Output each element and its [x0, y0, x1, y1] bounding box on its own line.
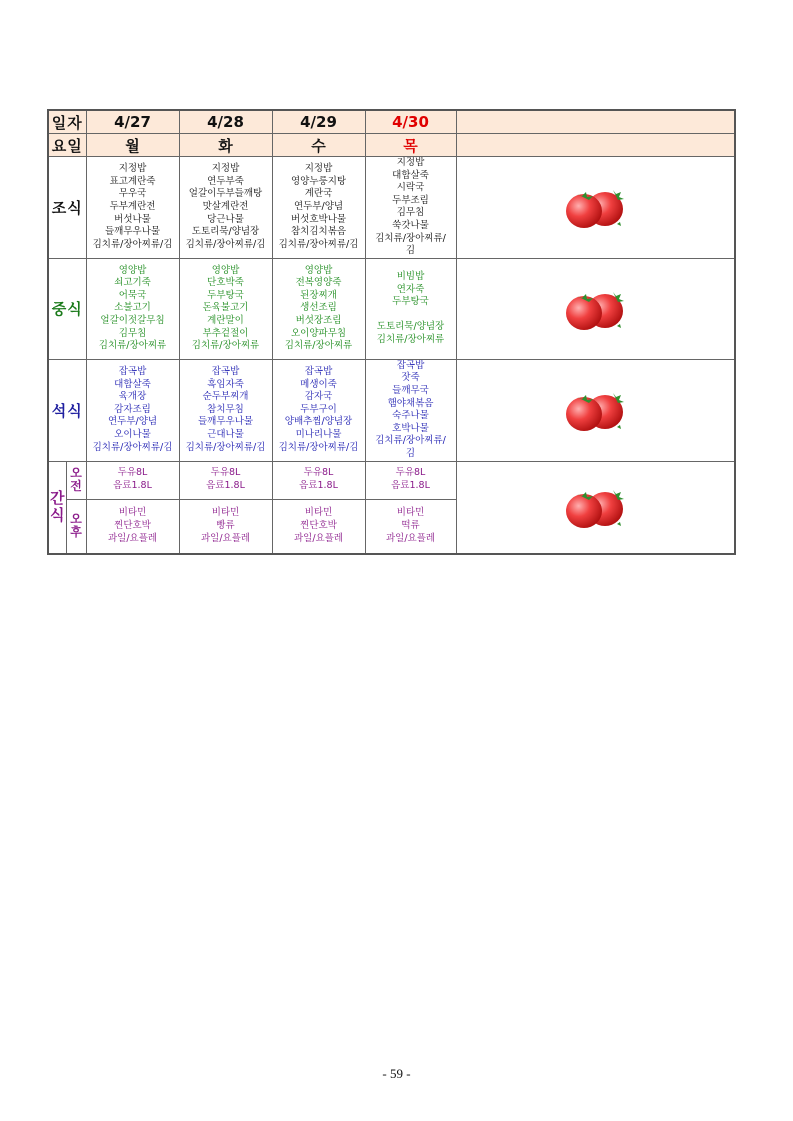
menu-cell	[86, 258, 179, 359]
menu-item: 육개장	[118, 391, 147, 403]
day-cell-holiday: 목	[365, 134, 456, 157]
menu-item: 참치무침	[207, 403, 244, 415]
menu-item: 오이나물	[114, 429, 151, 441]
menu-item: 김치류/장아찌류	[376, 333, 445, 345]
header-blank	[456, 134, 735, 157]
menu-item: 햄야채볶음	[387, 397, 434, 409]
menu-item: 김	[405, 447, 416, 459]
menu-item: 음료1.8L	[299, 480, 338, 491]
snack-label	[48, 461, 66, 554]
menu-item: 전복영양죽	[295, 277, 342, 289]
menu-item: 김치류/장아찌류/김	[92, 238, 173, 250]
menu-item: 쇠고기죽	[114, 277, 151, 289]
menu-item: 계란말이	[207, 315, 244, 327]
menu-item: 대합살죽	[114, 378, 151, 390]
menu-item: 떡류	[401, 519, 420, 531]
menu-item: 잡곡밥	[211, 366, 240, 378]
menu-item: 영양누룽지탕	[290, 175, 347, 187]
menu-item: 돈육불고기	[202, 302, 249, 314]
date-label: 일자	[48, 110, 86, 134]
menu-item: 쑥갓나물	[392, 219, 429, 231]
menu-item: 김치류/장아찌류/김	[185, 441, 266, 453]
date-cell: 4/28	[179, 110, 272, 134]
tomato-icon	[563, 484, 627, 530]
menu-item: 김무침	[118, 327, 147, 339]
menu-item: 비타민	[396, 507, 425, 519]
menu-item: 두유8L	[210, 467, 241, 479]
menu-item: 근대나물	[207, 429, 244, 441]
snack-am-row	[48, 461, 735, 499]
menu-item: 두부탕국	[207, 289, 244, 301]
menu-item: 김치류/장아찌류/김	[92, 441, 173, 453]
menu-item: 오이양파무침	[290, 327, 347, 339]
snack-cell	[86, 461, 179, 499]
menu-item: 김	[405, 245, 416, 257]
decoration-cell	[456, 359, 735, 461]
date-cell-holiday: 4/30	[365, 110, 456, 134]
snack-pm-char: 후	[70, 525, 82, 540]
menu-item: 두유8L	[395, 467, 426, 479]
menu-item: 김치류/장아찌류/김	[185, 238, 266, 250]
menu-cell	[365, 258, 456, 359]
menu-item: 김치류/장아찌류	[284, 340, 353, 352]
menu-item: 메생이죽	[300, 378, 337, 390]
day-cell: 수	[272, 134, 365, 157]
menu-item: 두유8L	[117, 467, 148, 479]
tomato-icon	[563, 184, 627, 230]
snack-label-char: 식	[50, 506, 65, 525]
menu-cell	[86, 359, 179, 461]
dinner-label: 석식	[48, 359, 86, 461]
menu-item: 감자국	[304, 391, 333, 403]
tomato-icon	[563, 387, 627, 433]
menu-item: 된장찌개	[300, 289, 337, 301]
menu-item: 잡곡밥	[118, 366, 147, 378]
menu-item: 음료1.8L	[113, 480, 152, 491]
menu-item: 두유8L	[303, 467, 334, 479]
menu-item: 시락국	[396, 182, 425, 194]
snack-cell	[179, 499, 272, 554]
menu-item: 잡곡밥	[304, 366, 333, 378]
day-row	[48, 134, 735, 157]
menu-item: 연자죽	[396, 283, 425, 295]
menu-item: 김치류/장아찌류	[98, 340, 167, 352]
menu-item: 숙주나물	[392, 410, 429, 422]
menu-item: 호박나물	[392, 422, 429, 434]
menu-item: 지정밥	[118, 163, 147, 175]
day-label: 요일	[48, 134, 86, 157]
menu-item: 과일/요플레	[385, 532, 436, 544]
menu-item: 참치김치볶음	[290, 226, 347, 238]
menu-item: 단호박죽	[207, 277, 244, 289]
menu-item: 비타민	[211, 507, 240, 519]
decoration-cell	[456, 157, 735, 259]
menu-item: 대합살죽	[392, 169, 429, 181]
date-row	[48, 110, 735, 134]
menu-item: 부추겉절이	[202, 327, 249, 339]
menu-item: 표고계란죽	[109, 175, 156, 187]
snack-am-char: 전	[70, 479, 82, 493]
menu-item: 과일/요플레	[107, 532, 158, 544]
menu-item	[366, 309, 456, 322]
menu-item: 들깨무국	[392, 384, 429, 396]
menu-item: 연두부/양념	[293, 201, 344, 213]
menu-item: 비빔밥	[396, 270, 425, 282]
menu-item: 버섯호박나물	[290, 213, 347, 225]
menu-item: 도토리묵/양념장	[376, 321, 445, 333]
menu-cell	[272, 258, 365, 359]
menu-cell	[272, 157, 365, 259]
menu-cell	[86, 157, 179, 259]
menu-item: 얼갈이두부들깨탕	[188, 188, 263, 200]
snack-cell	[365, 461, 456, 499]
page-number: - 59 -	[382, 1066, 411, 1081]
snack-cell	[272, 461, 365, 499]
breakfast-row	[48, 157, 735, 259]
menu-item: 흑임자죽	[207, 378, 244, 390]
menu-item: 과일/요플레	[200, 532, 251, 544]
menu-item: 두부계란전	[109, 201, 156, 213]
menu-item: 비타민	[304, 507, 333, 519]
menu-item: 지정밥	[396, 157, 425, 168]
menu-item: 비타민	[118, 507, 147, 519]
menu-item: 지정밥	[211, 163, 240, 175]
menu-cell	[365, 157, 456, 259]
menu-item: 영양밥	[118, 264, 147, 276]
menu-cell	[179, 258, 272, 359]
day-cell: 월	[86, 134, 179, 157]
menu-cell	[365, 359, 456, 461]
menu-item: 두부탕국	[392, 296, 429, 308]
menu-item: 미나리나물	[295, 429, 342, 441]
menu-item: 김치류/장아찌류/	[375, 435, 446, 447]
decoration-cell	[456, 461, 735, 554]
lunch-row	[48, 258, 735, 359]
menu-item: 찐단호박	[114, 519, 151, 531]
snack-label-char: 간	[50, 489, 65, 508]
menu-item: 음료1.8L	[391, 480, 430, 491]
menu-item: 생선조림	[300, 302, 337, 314]
menu-item: 어묵국	[118, 289, 147, 301]
menu-item: 연두부죽	[207, 175, 244, 187]
snack-cell	[179, 461, 272, 499]
tomato-icon	[563, 286, 627, 332]
meal-plan-table	[47, 109, 736, 555]
menu-item: 계란국	[304, 188, 333, 200]
menu-item: 얼갈이젓갈무침	[100, 315, 165, 327]
menu-item: 연두부/양념	[107, 416, 158, 428]
menu-cell	[179, 359, 272, 461]
menu-item: 버섯장조림	[295, 315, 342, 327]
menu-item: 도토리묵/양념장	[191, 226, 260, 238]
menu-item: 영양밥	[304, 264, 333, 276]
snack-pm-label	[66, 499, 86, 554]
menu-item: 잡곡밥	[396, 359, 425, 371]
menu-item: 잣죽	[401, 372, 420, 384]
menu-item: 지정밥	[304, 163, 333, 175]
menu-item: 양배추찜/양념장	[284, 416, 353, 428]
menu-item: 들깨무우나물	[104, 226, 161, 238]
menu-item: 김치류/장아찌류	[191, 340, 260, 352]
menu-item: 들깨무우나물	[197, 416, 254, 428]
menu-item: 당근나물	[207, 213, 244, 225]
menu-item: 감자조림	[114, 403, 151, 415]
menu-item: 무우국	[118, 188, 147, 200]
snack-cell	[365, 499, 456, 554]
menu-item: 김치류/장아찌류/김	[278, 238, 359, 250]
menu-item: 김치류/장아찌류/김	[278, 441, 359, 453]
decoration-cell	[456, 258, 735, 359]
lunch-label: 중식	[48, 258, 86, 359]
day-cell: 화	[179, 134, 272, 157]
snack-pm-char: 오	[70, 512, 82, 527]
menu-cell	[272, 359, 365, 461]
menu-item: 영양밥	[211, 264, 240, 276]
snack-cell	[86, 499, 179, 554]
menu-item: 소불고기	[114, 302, 151, 314]
dinner-row	[48, 359, 735, 461]
menu-item: 맛살계란전	[202, 201, 249, 213]
menu-item: 빵류	[216, 519, 235, 531]
snack-am-label	[66, 461, 86, 499]
menu-item: 두부구이	[300, 403, 337, 415]
menu-cell	[179, 157, 272, 259]
menu-item: 순두부찌개	[202, 391, 249, 403]
snack-am-char: 오	[70, 466, 82, 480]
date-cell: 4/29	[272, 110, 365, 134]
breakfast-label: 조식	[48, 157, 86, 259]
menu-item: 김무침	[396, 207, 425, 219]
menu-item: 김치류/장아찌류/	[375, 232, 446, 244]
date-cell: 4/27	[86, 110, 179, 134]
menu-item: 버섯나물	[114, 213, 151, 225]
snack-cell	[272, 499, 365, 554]
menu-item: 찐단호박	[300, 519, 337, 531]
menu-item: 과일/요플레	[293, 532, 344, 544]
menu-item: 음료1.8L	[206, 480, 245, 491]
menu-item: 두부조림	[392, 194, 429, 206]
header-blank	[456, 110, 735, 134]
